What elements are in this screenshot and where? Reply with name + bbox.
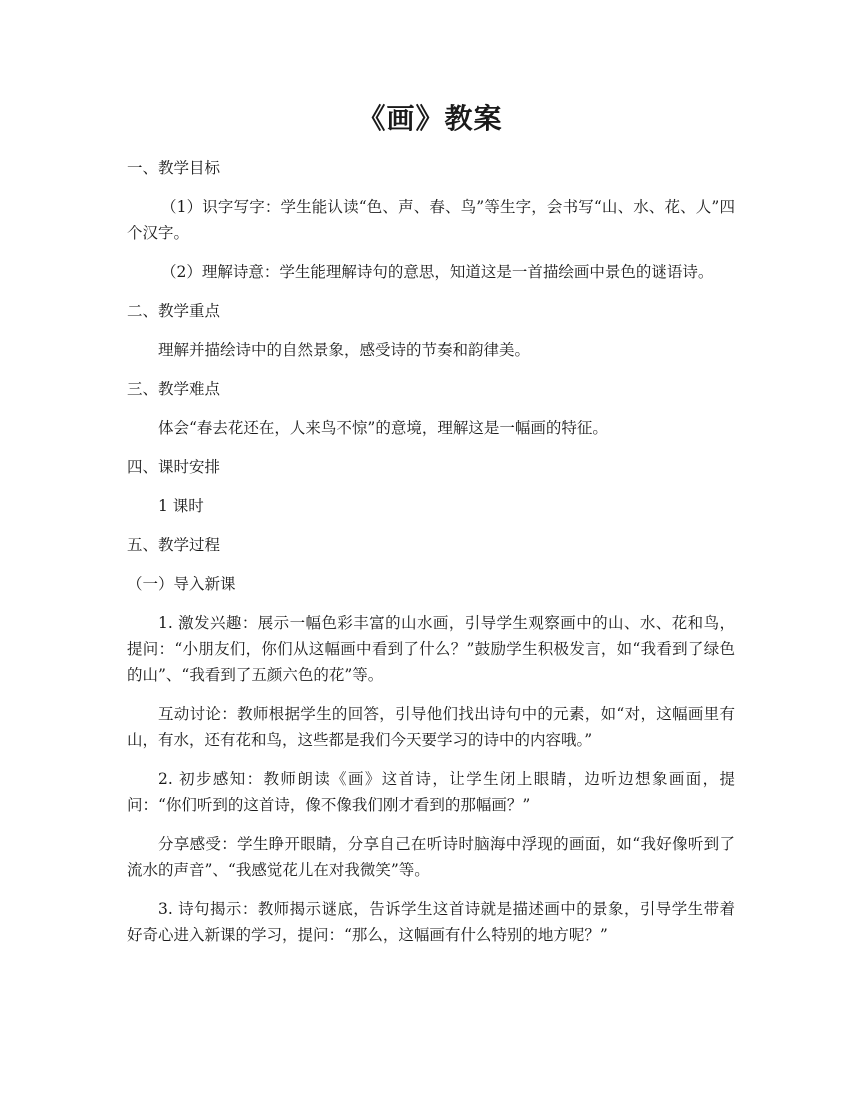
- section-heading-key-points: 二、教学重点: [127, 302, 221, 320]
- difficulties-paragraph: 体会“春去花还在，人来鸟不惊”的意境，理解这是一幅画的特征。: [158, 419, 608, 437]
- process-paragraph-4: 分享感受：学生睁开眼睛，分享自己在听诗时脑海中浮现的画面，如“我好像听到了流水的声音”、“我感觉花儿在对我微笑”等。: [127, 835, 735, 879]
- process-paragraph-2: 互动讨论：教师根据学生的回答，引导他们找出诗句中的元素，如“对，这幅画里有山，有水，还有花和鸟，这些都是我们今天要学习的诗中的内容哦。”: [127, 705, 735, 749]
- document-title: 《画》教案: [357, 102, 503, 135]
- process-paragraph-3: 2. 初步感知：教师朗读《画》这首诗，让学生闭上眼睛，边听边想象画面，提问：“你们听到的这首诗，像不像我们刚才看到的那幅画？”: [127, 770, 735, 814]
- document-body: [127, 155, 735, 961]
- key-points-paragraph: 理解并描绘诗中的自然景象，感受诗的节奏和韵律美。: [158, 341, 531, 359]
- section-heading-difficulties: 三、教学难点: [127, 380, 221, 398]
- section-heading-process: 五、教学过程: [127, 536, 221, 554]
- objective-paragraph-2: （2）理解诗意：学生能理解诗句的意思，知道这是一首描绘画中景色的谜语诗。: [161, 263, 714, 281]
- process-paragraph-1: 1. 激发兴趣：展示一幅色彩丰富的山水画，引导学生观察画中的山、水、花和鸟，提问：“小朋友们，你们从这幅画中看到了什么？”鼓励学生积极发言，如“我看到了绿色的山”、“我看到了五颜六色的花”等。: [127, 614, 735, 684]
- process-paragraph-5: 3. 诗句揭示：教师揭示谜底，告诉学生这首诗就是描述画中的景象，引导学生带着好奇心进入新课的学习，提问：“那么，这幅画有什么特别的地方呢？”: [127, 900, 735, 944]
- schedule-paragraph: 1 课时: [158, 497, 204, 515]
- section-heading-objectives: 一、教学目标: [127, 159, 221, 177]
- subsection-heading-intro: （一）导入新课: [127, 575, 236, 593]
- section-heading-schedule: 四、课时安排: [127, 458, 221, 476]
- objective-paragraph-1: （1）识字写字：学生能认读“色、声、春、鸟”等生字，会书写“山、水、花、人”四个汉字。: [127, 198, 735, 242]
